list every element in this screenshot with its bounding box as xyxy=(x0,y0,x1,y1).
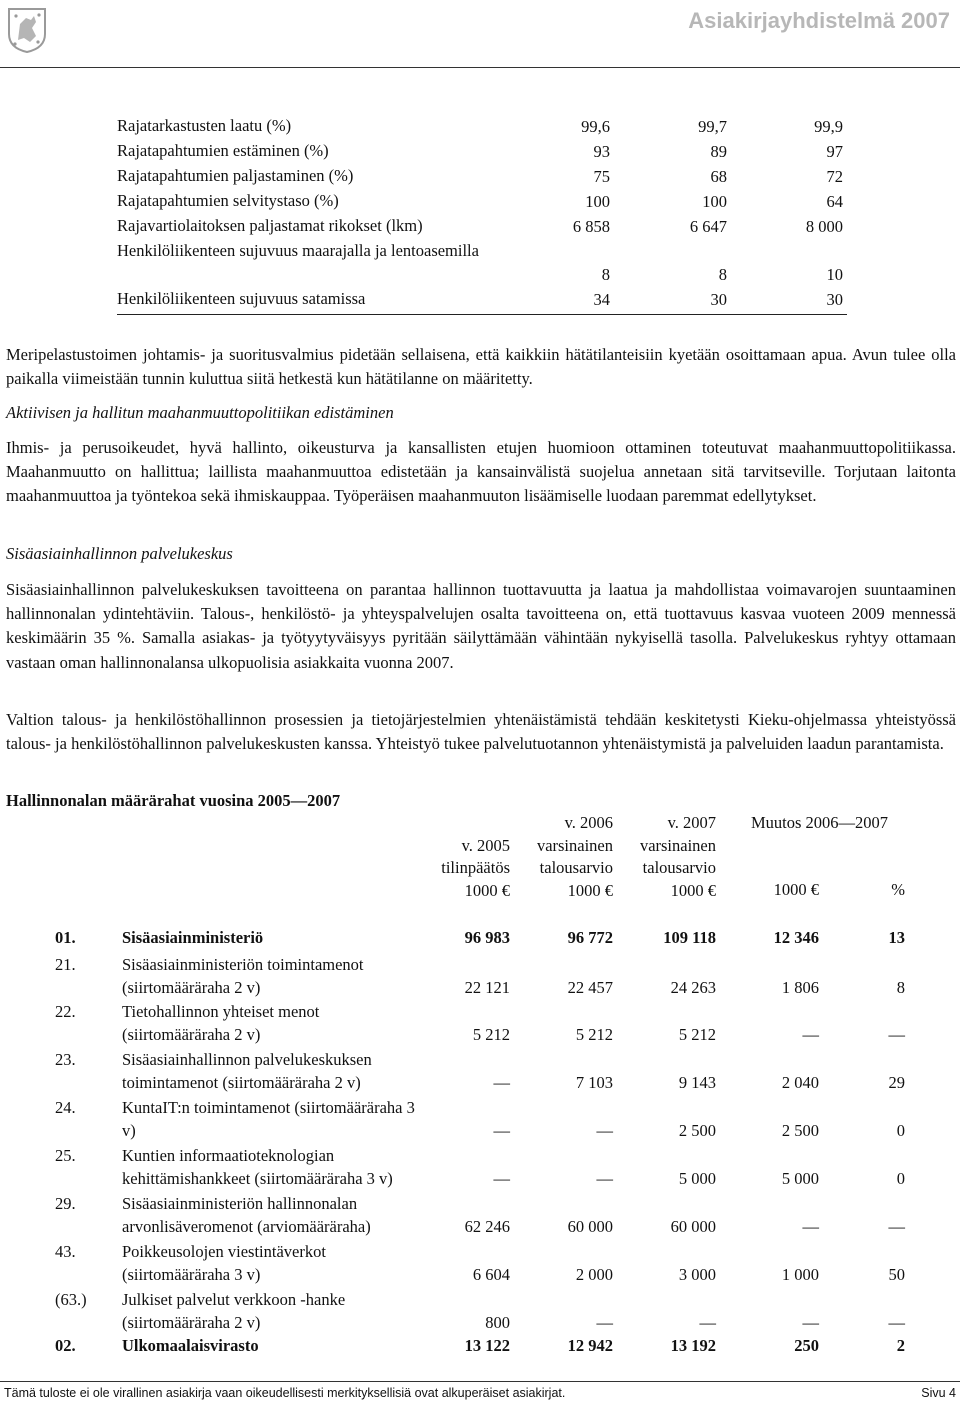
indicator-label: Rajatapahtumien selvitystaso (%) xyxy=(117,191,339,210)
section-heading-service-centre: Sisäasiainhallinnon palvelukeskus xyxy=(6,544,233,563)
table-row xyxy=(117,114,847,139)
header-line xyxy=(410,812,510,835)
value-2006: 8 xyxy=(718,265,727,284)
table-row xyxy=(117,189,847,214)
value-2006: 89 xyxy=(710,142,727,161)
row-number: 43. xyxy=(55,1242,76,1261)
row-name: Tietohallinnon yhteiset menot (siirtomääräraha 2 v) xyxy=(122,1002,320,1044)
value-2005: — xyxy=(493,1121,510,1140)
table-divider xyxy=(117,314,847,315)
header-divider xyxy=(0,67,960,68)
header-line: v. 2007 xyxy=(667,813,716,832)
value-2007: 9 143 xyxy=(678,1073,716,1092)
value-2006: 60 000 xyxy=(567,1217,613,1236)
col-2005-header xyxy=(410,812,510,902)
table-row xyxy=(117,287,847,312)
change-pct: — xyxy=(888,1313,905,1332)
change-pct: 8 xyxy=(896,978,905,997)
table-row xyxy=(117,164,847,189)
value-2007: 72 xyxy=(826,167,843,186)
indicator-label: Rajavartiolaitoksen paljastamat rikokset (lkm) xyxy=(117,216,423,235)
row-number: (63.) xyxy=(55,1290,87,1309)
header-line: v. 2006 xyxy=(564,813,613,832)
change-eur: 2 500 xyxy=(781,1121,819,1140)
row-name: KuntaIT:n toimintamenot (siirtomääräraha 3 v) xyxy=(122,1098,415,1140)
change-eur: 5 000 xyxy=(781,1169,819,1188)
change-pct: 2 xyxy=(896,1336,905,1355)
value-2006: 22 457 xyxy=(567,978,613,997)
value-2005: 6 604 xyxy=(472,1265,510,1284)
indicator-label: Rajatapahtumien paljastaminen (%) xyxy=(117,166,354,185)
row-number: 01. xyxy=(55,928,76,947)
value-2005: 34 xyxy=(593,290,610,309)
col-change-pct-header: % xyxy=(891,880,905,899)
change-eur: 1 000 xyxy=(781,1265,819,1284)
change-eur: 1 806 xyxy=(781,978,819,997)
value-2007: 60 000 xyxy=(670,1217,716,1236)
col-2006-header xyxy=(513,812,613,902)
value-2007: 99,9 xyxy=(814,117,843,136)
indicator-label: Henkilöliikenteen sujuvuus satamissa xyxy=(117,289,366,308)
budget-table-title: Hallinnonalan määrärahat vuosina 2005—2007 xyxy=(6,791,341,810)
value-2005: 13 122 xyxy=(464,1336,510,1355)
value-2006: 68 xyxy=(710,167,727,186)
row-number: 23. xyxy=(55,1050,76,1069)
value-2005: 8 xyxy=(601,265,610,284)
value-2007: 30 xyxy=(826,290,843,309)
value-2007: 24 263 xyxy=(670,978,716,997)
row-name: Sisäasiainministeriön hallinnonalan arvonlisäveromenot (arviomääräraha) xyxy=(122,1194,371,1236)
value-2005: 93 xyxy=(593,142,610,161)
section-heading-immigration: Aktiivisen ja hallitun maahanmuuttopolitiikan edistäminen xyxy=(6,403,394,422)
value-2005: — xyxy=(493,1169,510,1188)
header-line: 1000 € xyxy=(670,880,716,900)
value-2007: 8 000 xyxy=(805,217,843,236)
row-name: Poikkeusolojen viestintäverkot (siirtomääräraha 3 v) xyxy=(122,1242,326,1284)
footer-divider xyxy=(0,1381,960,1382)
header-line: varsinainen xyxy=(639,835,716,855)
change-eur: 12 346 xyxy=(773,928,819,947)
value-2005: 800 xyxy=(485,1313,510,1332)
header-line: talousarvio xyxy=(539,858,613,877)
change-eur: — xyxy=(802,1025,819,1044)
value-2007: 109 118 xyxy=(663,928,716,947)
indicator-table xyxy=(117,114,847,312)
paragraph-service-centre: Sisäasiainhallinnon palvelukeskuksen tavoitteena on parantaa hallinnon tuottavuutta ja laatua ja mahdollistaa voimavarojen suuntaaminen hallinnonalan ydintehtäviin. Talous-, henkilöstö- ja yhteyspalvelujen osalta tavoitteena on, että tuottavuus kasvaa vuoteen 2009 mennessä keskimäärin 35 %. Samalla asiakas- ja työtyytyväisyys pyritään säilyttämään vähintään nykyisellä tasolla. Palvelukeskus ryhtyy ottamaan vastaan oman hallinnonalansa ulkopuolisia asiakkaita vuonna 2007. xyxy=(6,580,956,672)
coat-of-arms-icon xyxy=(6,6,48,54)
header-line: v. 2005 xyxy=(461,835,510,855)
document-title: Asiakirjayhdistelmä 2007 xyxy=(688,8,950,33)
row-number: 02. xyxy=(55,1336,76,1355)
value-2006: — xyxy=(596,1313,613,1332)
value-2005: 99,6 xyxy=(581,117,610,136)
value-2007: — xyxy=(699,1313,716,1332)
change-eur: 2 040 xyxy=(781,1073,819,1092)
value-2006: 12 942 xyxy=(567,1336,613,1355)
change-pct: 0 xyxy=(896,1121,905,1140)
change-eur: — xyxy=(802,1217,819,1236)
value-2007: 5 000 xyxy=(678,1169,716,1188)
value-2005: 100 xyxy=(585,192,610,211)
row-number: 29. xyxy=(55,1194,76,1213)
table-row xyxy=(117,214,847,239)
change-pct: — xyxy=(888,1217,905,1236)
change-eur: — xyxy=(802,1313,819,1332)
value-2006: 5 212 xyxy=(575,1025,613,1044)
value-2006: 99,7 xyxy=(698,117,727,136)
header-line: talousarvio xyxy=(642,858,716,877)
row-name: Kuntien informaatioteknologian kehittämishankkeet (siirtomääräraha 3 v) xyxy=(122,1146,393,1188)
table-row xyxy=(117,239,847,287)
col-change-eur-header: 1000 € xyxy=(773,880,819,899)
paragraph-immigration: Ihmis- ja perusoikeudet, hyvä hallinto, oikeusturva ja kansallisten etujen huomioon ottaminen toteutuvat maahanmuuttopolitiikassa. Maahanmuutto on hallittua; laillista maahanmuuttoa edistetään ja kansainvälistä suojelua annetaan sitä tarvitseville. Torjutaan laitonta maahanmuuttoa ja työntekoa sekä ihmiskauppaa. Työperäisen maahanmuuton lisäämiselle luodaan paremmat edellytykset. xyxy=(6,438,956,506)
value-2005: 96 983 xyxy=(464,928,510,947)
header-line: varsinainen xyxy=(536,835,613,855)
value-2006: 100 xyxy=(702,192,727,211)
change-eur: 250 xyxy=(794,1336,819,1355)
change-pct: 50 xyxy=(888,1265,905,1284)
value-2006: 6 647 xyxy=(689,217,727,236)
table-row xyxy=(117,139,847,164)
header-line: tilinpäätös xyxy=(441,858,510,877)
indicator-label: Rajatapahtumien estäminen (%) xyxy=(117,141,329,160)
header-line: 1000 € xyxy=(464,880,510,900)
value-2007: 97 xyxy=(826,142,843,161)
value-2006: 2 000 xyxy=(575,1265,613,1284)
value-2005: 75 xyxy=(593,167,610,186)
row-name: Ulkomaalaisvirasto xyxy=(122,1336,259,1355)
row-number: 22. xyxy=(55,1002,76,1021)
value-2005: 6 858 xyxy=(572,217,610,236)
value-2005: — xyxy=(493,1073,510,1092)
row-number: 21. xyxy=(55,955,76,974)
value-2007: 10 xyxy=(826,265,843,284)
row-name: Sisäasiainministeriön toimintamenot (siirtomääräraha 2 v) xyxy=(122,955,364,997)
row-name: Sisäasiainministeriö xyxy=(122,928,264,947)
row-name: Sisäasiainhallinnon palvelukeskuksen toimintamenot (siirtomääräraha 2 v) xyxy=(122,1050,372,1092)
change-header: Muutos 2006—2007 xyxy=(750,813,888,832)
value-2007: 5 212 xyxy=(678,1025,716,1044)
paragraph-kieku: Valtion talous- ja henkilöstöhallinnon prosessien ja tietojärjestelmien yhtenäistämistä tehdään keskitetysti Kieku-ohjelmassa yhteistyössä talous- ja henkilöstöhallinnon palvelukeskusten kanssa. Yhteistyö tukee palvelutuotannon yhtenäistymistä ja palveluiden laadun parantamista. xyxy=(6,710,956,754)
value-2006: 96 772 xyxy=(567,928,613,947)
row-number: 24. xyxy=(55,1098,76,1117)
value-2007: 3 000 xyxy=(678,1265,716,1284)
indicator-label: Henkilöliikenteen sujuvuus maarajalla ja lentoasemilla xyxy=(117,241,479,260)
value-2006: 7 103 xyxy=(575,1073,613,1092)
value-2006: — xyxy=(596,1169,613,1188)
value-2007: 64 xyxy=(826,192,843,211)
value-2005: 62 246 xyxy=(464,1217,510,1236)
change-pct: — xyxy=(888,1025,905,1044)
row-name: Julkiset palvelut verkkoon -hanke (siirtomääräraha 2 v) xyxy=(122,1290,346,1332)
header-line: 1000 € xyxy=(567,880,613,900)
value-2005: 22 121 xyxy=(464,978,510,997)
indicator-label: Rajatarkastusten laatu (%) xyxy=(117,116,292,135)
value-2005: 5 212 xyxy=(472,1025,510,1044)
change-pct: 29 xyxy=(888,1073,905,1092)
page-number: Sivu 4 xyxy=(921,1386,956,1400)
change-pct: 0 xyxy=(896,1169,905,1188)
value-2006: — xyxy=(596,1121,613,1140)
paragraph-sea-rescue: Meripelastustoimen johtamis- ja suoritusvalmius pidetään sellaisena, että kaikkiin hätätilanteisiin kyetään osoittamaan apua. Avun tulee olla paikalla viimeistään tunnin kuluttua siitä hetkestä kun hätätilanne on määritetty. xyxy=(6,345,956,389)
row-number: 25. xyxy=(55,1146,76,1165)
value-2007: 13 192 xyxy=(670,1336,716,1355)
footer-disclaimer: Tämä tuloste ei ole virallinen asiakirja vaan oikeudellisesti merkityksellisiä ovat alkuperäiset asiakirjat. xyxy=(4,1386,566,1400)
change-pct: 13 xyxy=(888,928,905,947)
value-2006: 30 xyxy=(710,290,727,309)
value-2007: 2 500 xyxy=(678,1121,716,1140)
